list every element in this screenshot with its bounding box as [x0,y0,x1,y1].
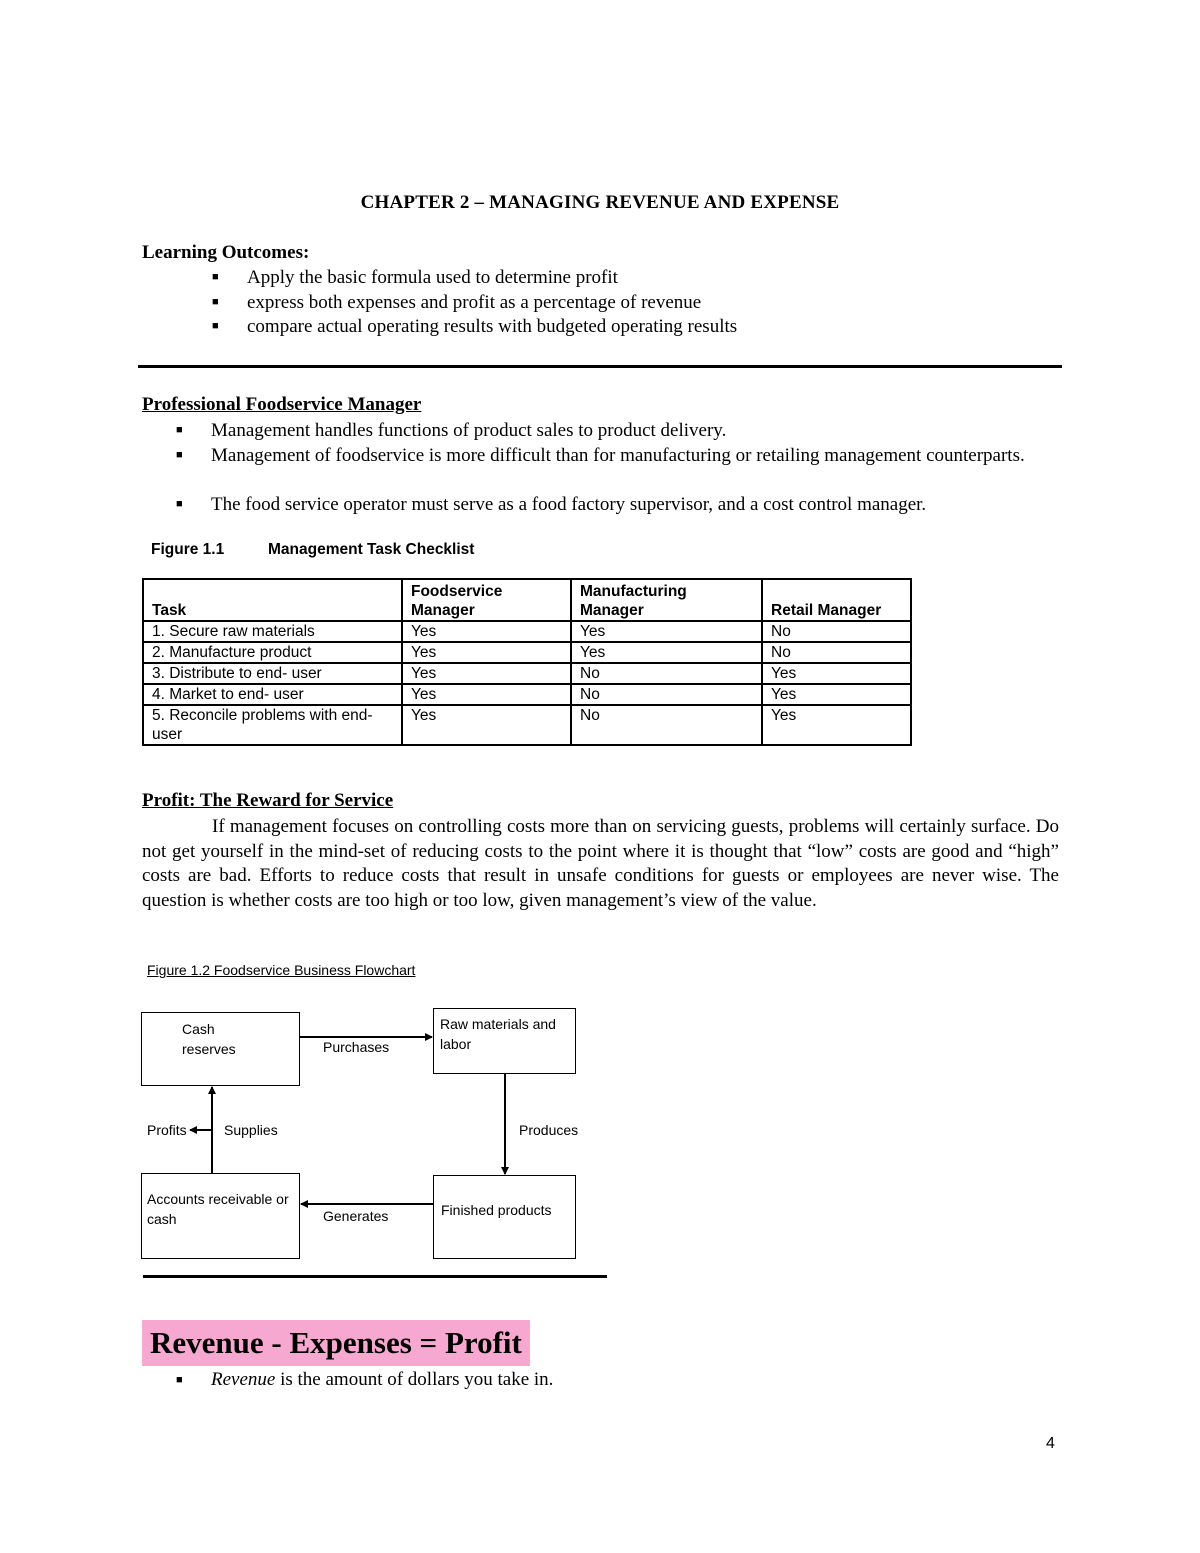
table-cell: Yes [762,663,911,684]
table-cell: 2. Manufacture product [143,642,402,663]
profit-paragraph: If management focuses on controlling costs more than on servicing guests, problems will certainly surface. Do not get yourself in the mind-set of reducing costs to the point where it is thought that “low” costs are good and “high” costs are bad. Efforts to reduce costs that result in unsafe conditions for guests or employees are never wise. The question is whether costs are too high or too low, given management’s view of the value. [142,816,1059,911]
table-cell: Yes [402,621,571,642]
header-foodservice: Foodservice Manager [402,579,571,621]
header-task: Task [143,579,402,621]
table-cell: Yes [402,642,571,663]
raw-materials-box [433,1008,576,1074]
table-cell: Yes [571,621,762,642]
cash-reserves-box [141,1012,300,1086]
revenue-definition [211,1368,553,1392]
manager-item: Management handles functions of product sales to product delivery. [211,420,727,441]
figure-divider [143,1275,607,1278]
bullet-icon: ■ [212,320,219,332]
table-cell: Yes [571,642,762,663]
accounts-receivable-box [141,1173,300,1259]
bullet-icon: ■ [176,1374,183,1386]
bullet-icon: ■ [176,498,183,510]
figure-1-1-number: Figure 1.1 [151,541,225,558]
revenue-definition-text: is the amount of dollars you take in. [275,1369,554,1390]
header-retail: Retail Manager [762,579,911,621]
accounts-receivable-label: Accounts receivable or cash [147,1191,289,1227]
table-cell: 4. Market to end- user [143,684,402,705]
figure-1-1-caption: Management Task Checklist [268,541,475,558]
outcome-item: Apply the basic formula used to determine profit [247,267,618,288]
finished-products-label: Finished products [441,1202,552,1218]
table-cell: No [571,705,762,745]
table-cell: Yes [402,684,571,705]
bullet-icon: ■ [176,424,183,436]
finished-products-box [433,1175,576,1259]
table-cell: No [571,684,762,705]
manager-item: Management of foodservice is more difficult than for manufacturing or retailing management counterparts. [211,445,1025,466]
profit-formula: Revenue - Expenses = Profit [142,1320,530,1366]
table-cell: 3. Distribute to end- user [143,663,402,684]
header-manufacturing: Manufacturing Manager [571,579,762,621]
cash-reserves-label: Cash reserves [182,1021,236,1057]
table-cell: 5. Reconcile problems with end-user [143,705,402,745]
supplies-label: Supplies [224,1122,278,1138]
outcome-item: compare actual operating results with budgeted operating results [247,316,738,337]
table-cell: No [762,621,911,642]
raw-materials-label: Raw materials and labor [440,1016,556,1052]
table-cell: Yes [762,705,911,745]
chapter-title: CHAPTER 2 – MANAGING REVENUE AND EXPENSE [360,192,840,213]
outcome-item: express both expenses and profit as a percentage of revenue [247,292,702,313]
bullet-icon: ■ [212,271,219,283]
table-cell: Yes [402,705,571,745]
table-cell: No [571,663,762,684]
table-cell: No [762,642,911,663]
professional-manager-heading: Professional Foodservice Manager [142,394,422,415]
profits-label: Profits [147,1122,187,1138]
revenue-term: Revenue [211,1369,276,1390]
bullet-icon: ■ [212,296,219,308]
page-number: 4 [1046,1435,1055,1452]
learning-outcomes-heading: Learning Outcomes: [142,242,310,263]
manager-item: The food service operator must serve as a food factory supervisor, and a cost control manager. [211,494,927,515]
profit-heading: Profit: The Reward for Service [142,790,394,811]
table-cell: 1. Secure raw materials [143,621,402,642]
produces-label: Produces [519,1122,579,1138]
table-cell: Yes [402,663,571,684]
table-cell: Yes [762,684,911,705]
purchases-label: Purchases [323,1039,390,1055]
generates-label: Generates [323,1208,389,1224]
bullet-icon: ■ [176,449,183,461]
figure-1-2-caption: Figure 1.2 Foodservice Business Flowchart [147,962,416,978]
